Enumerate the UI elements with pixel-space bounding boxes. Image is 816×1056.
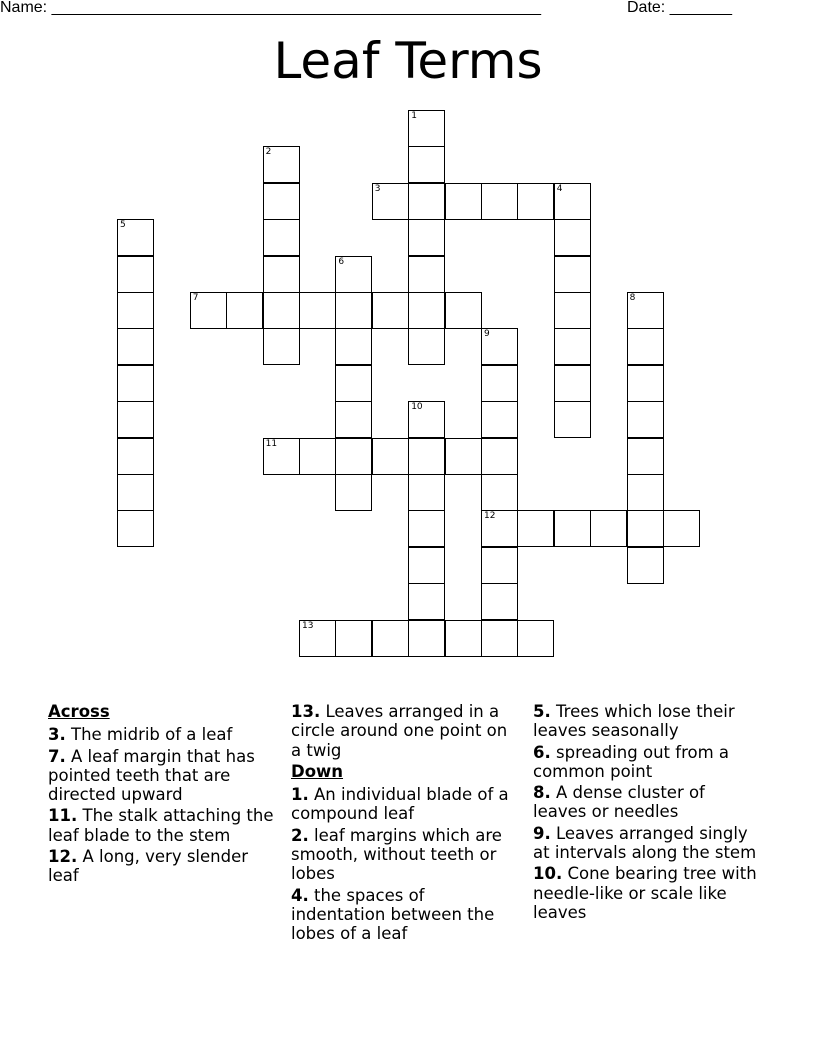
crossword-cell[interactable] [408, 401, 445, 438]
across-clue: 7. A leaf margin that has pointed teeth that are directed upward [48, 746, 255, 805]
crossword-cell[interactable] [627, 328, 664, 365]
crossword-cell[interactable] [554, 365, 591, 402]
crossword-cell[interactable] [226, 292, 263, 329]
crossword-cell[interactable] [445, 292, 482, 329]
clue-column-1 [48, 702, 276, 888]
clue-number: 13 [302, 620, 314, 631]
crossword-cell[interactable] [117, 328, 154, 365]
across-clue: 12. A long, very slender leaf [48, 847, 249, 886]
crossword-cell[interactable] [481, 183, 518, 220]
crossword-cell[interactable] [335, 292, 372, 329]
crossword-cell[interactable] [445, 183, 482, 220]
crossword-cell[interactable] [481, 474, 518, 511]
crossword-cell[interactable] [481, 583, 518, 620]
crossword-cell[interactable] [408, 110, 445, 147]
crossword-cell[interactable] [408, 583, 445, 620]
crossword-cell[interactable] [663, 510, 700, 547]
clue-number: 6 [338, 256, 345, 267]
clue-number: 4 [556, 183, 563, 194]
crossword-cell[interactable] [117, 256, 154, 293]
crossword-cell[interactable] [408, 256, 445, 293]
crossword-cell[interactable] [117, 438, 154, 475]
crossword-cell[interactable] [408, 547, 445, 584]
crossword-cell[interactable] [627, 474, 664, 511]
date-label: Date: _______ [627, 0, 732, 16]
down-heading: Down [291, 761, 344, 781]
clue-number: 12 [484, 511, 496, 522]
crossword-cell[interactable] [117, 219, 154, 256]
name-label: Name: _______________________________________________________ [0, 0, 541, 16]
crossword-cell[interactable] [481, 365, 518, 402]
down-clue: 2. leaf margins which are smooth, without teeth or lobes [291, 825, 502, 884]
crossword-cell[interactable] [590, 510, 627, 547]
crossword-cell[interactable] [408, 328, 445, 365]
clue-number: 9 [484, 329, 490, 340]
crossword-cell[interactable] [627, 510, 664, 547]
crossword-cell[interactable] [481, 547, 518, 584]
crossword-cell[interactable] [408, 438, 445, 475]
crossword-cell[interactable] [263, 438, 300, 475]
crossword-cell[interactable] [627, 401, 664, 438]
crossword-cell[interactable] [627, 365, 664, 402]
clue-number: 1 [411, 111, 417, 121]
crossword-cell[interactable] [445, 438, 482, 475]
crossword-cell[interactable] [554, 219, 591, 256]
clue-number: 11 [265, 438, 278, 449]
down-clue: 8. A dense cluster of leaves or needles [533, 783, 705, 822]
clue-number: 2 [265, 147, 272, 158]
crossword-cell[interactable] [517, 183, 554, 220]
crossword-cell[interactable] [408, 474, 445, 511]
crossword-cell[interactable] [408, 219, 445, 256]
crossword-cell[interactable] [372, 183, 409, 220]
crossword-cell[interactable] [117, 474, 154, 511]
across-heading: Across [48, 702, 110, 721]
clue-number: 10 [411, 402, 423, 413]
crossword-cell[interactable] [117, 510, 154, 547]
crossword-cell[interactable] [372, 292, 409, 329]
crossword-cell[interactable] [554, 292, 591, 329]
crossword-cell[interactable] [554, 510, 591, 547]
across-clue: 13. Leaves arranged in a circle around one point on a twig [291, 702, 508, 760]
crossword-cell[interactable] [408, 183, 445, 220]
crossword-cell[interactable] [335, 474, 372, 511]
crossword-cell[interactable] [481, 328, 518, 365]
crossword-cell[interactable] [517, 620, 554, 657]
crossword-cell[interactable] [517, 510, 554, 547]
crossword-cell[interactable] [263, 219, 300, 256]
crossword-cell[interactable] [335, 256, 372, 293]
crossword-cell[interactable] [554, 401, 591, 438]
clue-column-2 [291, 702, 519, 946]
across-clue: 3. The midrib of a leaf [48, 725, 233, 745]
down-clue: 6. spreading out from a common point [533, 742, 730, 781]
clue-number: 8 [629, 293, 636, 303]
crossword-cell[interactable] [627, 292, 664, 329]
crossword-cell[interactable] [372, 620, 409, 657]
crossword-cell[interactable] [335, 438, 372, 475]
clue-number: 5 [120, 220, 126, 231]
crossword-cell[interactable] [554, 256, 591, 293]
down-clue: 1. An individual blade of a compound leaf [291, 785, 509, 824]
crossword-cell[interactable] [299, 620, 336, 657]
crossword-cell[interactable] [117, 401, 154, 438]
across-clue: 11. The stalk attaching the leaf blade to the stem [48, 806, 274, 845]
crossword-cell[interactable] [335, 328, 372, 365]
crossword-cell[interactable] [263, 256, 300, 293]
crossword-cell[interactable] [190, 292, 227, 329]
crossword-cell[interactable] [117, 292, 154, 329]
crossword-cell[interactable] [299, 292, 336, 329]
crossword-cell[interactable] [299, 438, 336, 475]
crossword-cell[interactable] [481, 401, 518, 438]
crossword-cell[interactable] [263, 183, 300, 220]
crossword-cell[interactable] [554, 183, 591, 220]
page-title: Leaf Terms [273, 32, 543, 90]
clue-column-3 [533, 702, 761, 924]
crossword-cell[interactable] [481, 620, 518, 657]
crossword-cell[interactable] [372, 438, 409, 475]
down-clue: 4. the spaces of indentation between the lobes of a leaf [291, 885, 495, 944]
crossword-cell[interactable] [445, 620, 482, 657]
crossword-cell[interactable] [335, 365, 372, 402]
crossword-cell[interactable] [335, 620, 372, 657]
crossword-cell[interactable] [408, 292, 445, 329]
crossword-cell[interactable] [481, 438, 518, 475]
crossword-cell[interactable] [627, 438, 664, 475]
down-clue: 5. Trees which lose their leaves seasonally [533, 702, 735, 741]
crossword-cell[interactable] [335, 401, 372, 438]
crossword-cell[interactable] [408, 620, 445, 657]
crossword-cell[interactable] [408, 510, 445, 547]
down-clue: 9. Leaves arranged singly at intervals along the stem [533, 823, 757, 863]
down-clue: 10. Cone bearing tree with needle-like or scale like leaves [533, 864, 757, 922]
crossword-cell[interactable] [627, 547, 664, 584]
crossword-cell[interactable] [117, 365, 154, 402]
crossword-cell[interactable] [481, 510, 518, 547]
crossword-cell[interactable] [554, 328, 591, 365]
clue-number: 3 [374, 183, 381, 194]
crossword-cell[interactable] [263, 146, 300, 183]
clue-number: 7 [192, 293, 199, 303]
crossword-cell[interactable] [263, 292, 300, 329]
crossword-cell[interactable] [263, 328, 300, 365]
crossword-cell[interactable] [408, 146, 445, 183]
